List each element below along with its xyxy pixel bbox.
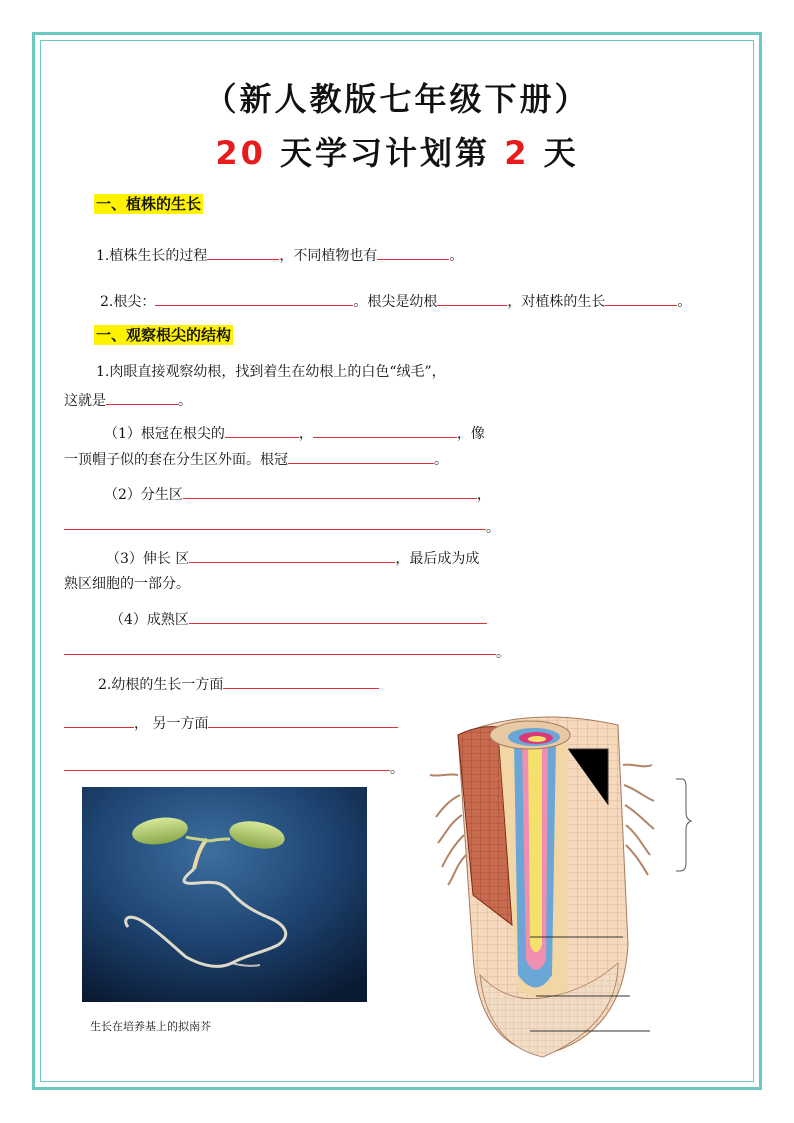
part-1-root-cap-line2: 一顶帽子似的套在分生区外面。根冠 。 (64, 449, 448, 469)
blank-field[interactable] (189, 609, 487, 624)
part-1-root-cap: （1）根冠在根尖的 ， ，像 (104, 423, 485, 443)
section-heading-plant-growth: 一、植株的生长 (96, 195, 202, 213)
blank-field[interactable] (605, 291, 677, 306)
blank-field[interactable] (288, 449, 434, 464)
arabidopsis-seedling-photo (82, 787, 367, 1002)
photo-caption: 生长在培养基上的拟南芥 (90, 1020, 211, 1033)
page-subtitle: （新人教版七年级下册） (204, 80, 590, 118)
blank-field[interactable] (207, 245, 279, 260)
plan-title-suffix: 天 (529, 134, 579, 172)
plan-day-number: 2 (504, 134, 530, 172)
blank-field[interactable] (155, 291, 353, 306)
blank-field[interactable] (64, 713, 134, 728)
blank-field[interactable] (189, 548, 395, 563)
root-tip-structure-diagram (418, 705, 738, 1067)
part-2-meristem-zone: （2）分生区 ， (104, 484, 491, 504)
part-3-line2: 熟区细胞的一部分。 (64, 576, 190, 592)
question-1-root-hairs-line2: 这就是 。 (64, 390, 192, 410)
plan-title-text: 天学习计划第 (265, 134, 505, 172)
part-4-maturation-zone: （4）成熟区 (110, 609, 487, 629)
question-2-root-growth-line2: ， 另一方面 (64, 713, 398, 733)
blank-line[interactable] (64, 770, 390, 771)
blank-field[interactable] (225, 423, 299, 438)
part-2-end: 。 (486, 520, 500, 536)
blank-field[interactable] (377, 245, 449, 260)
blank-line[interactable] (64, 529, 486, 530)
question-1-root-hairs-line1: 1.肉眼直接观察幼根，找到着生在幼根上的白色“绒毛”， (96, 364, 446, 380)
question-2-end: 。 (390, 761, 404, 777)
plan-total-days: 20 (215, 134, 266, 172)
blank-field[interactable] (313, 423, 457, 438)
blank-field[interactable] (208, 713, 398, 728)
question-2-root-tip: 2.根尖： 。根尖是幼根 ，对植株的生长 。 (100, 291, 691, 311)
blank-field[interactable] (106, 390, 178, 405)
section-heading-root-tip-structure: 一、观察根尖的结构 (96, 326, 232, 344)
part-4-end: 。 (496, 645, 510, 661)
page-title (0, 128, 794, 174)
question-2-root-growth: 2.幼根的生长一方面 (98, 674, 379, 694)
blank-field[interactable] (223, 674, 379, 689)
question-1-growth-process: 1.植株生长的过程 ，不同植物也有 。 (96, 245, 463, 265)
blank-field[interactable] (437, 291, 507, 306)
part-3-elongation-zone: （3）伸长 区 ，最后成为成 (106, 548, 479, 568)
blank-line[interactable] (64, 654, 496, 655)
blank-field[interactable] (183, 484, 477, 499)
